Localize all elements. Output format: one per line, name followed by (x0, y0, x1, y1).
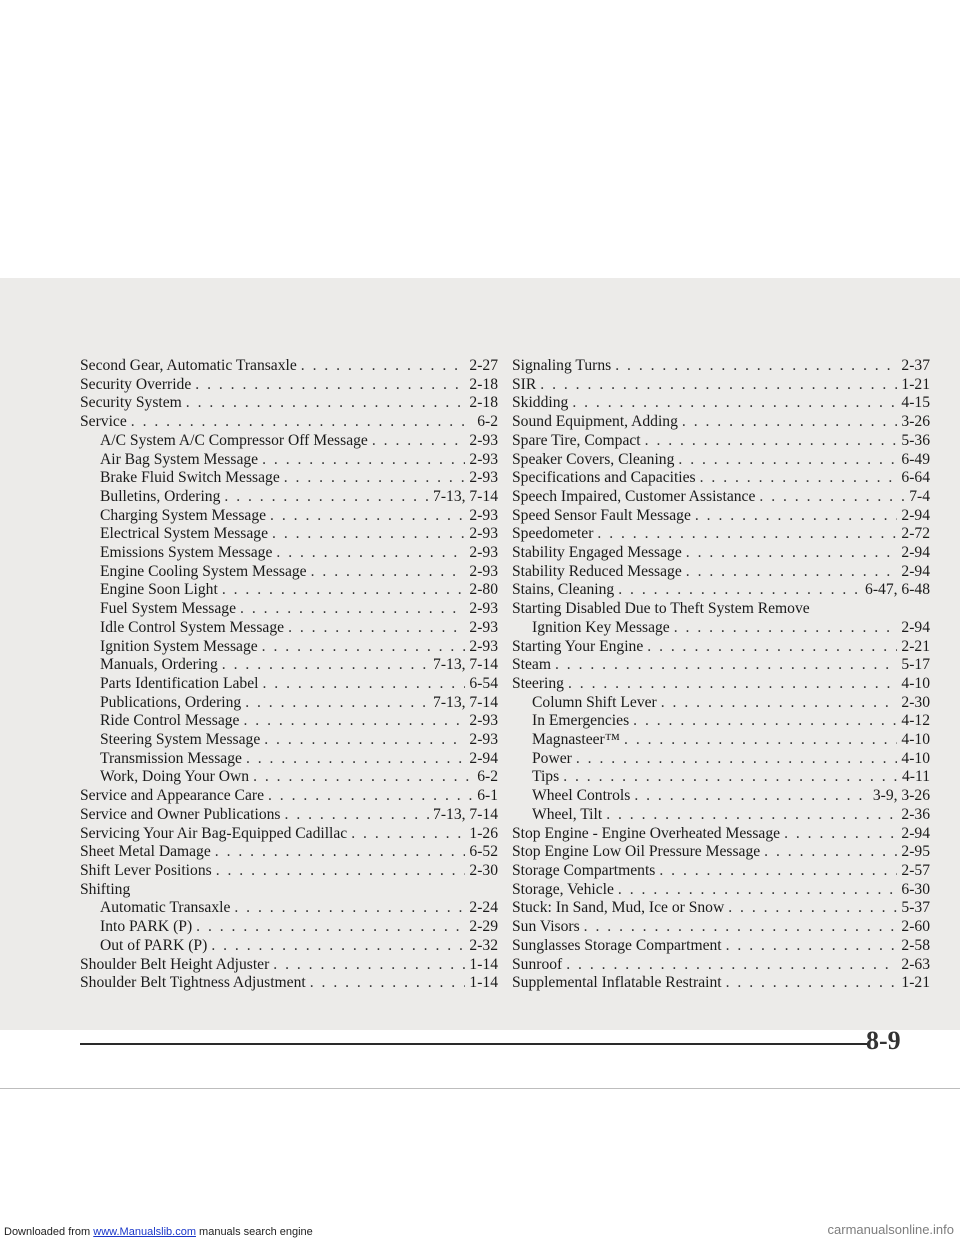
index-entry (80, 357, 498, 376)
entry-page-ref: 1-21 (901, 375, 930, 393)
entry-page-ref: 2-18 (469, 375, 498, 393)
index-entry (80, 544, 498, 563)
dot-leader (555, 656, 897, 675)
dot-leader (695, 507, 898, 526)
index-entry (80, 376, 498, 395)
index-entry (80, 656, 498, 675)
dot-leader (246, 750, 465, 769)
dot-leader (700, 469, 898, 488)
dot-leader (597, 525, 897, 544)
manualslib-link[interactable]: www.Manualslib.com (93, 1226, 196, 1238)
dot-leader (276, 544, 465, 563)
index-entry (512, 357, 930, 376)
entry-page-ref: 2-58 (901, 936, 930, 954)
dot-leader (618, 581, 861, 600)
index-entry (512, 488, 930, 507)
dot-leader (618, 881, 897, 900)
entry-label: Parts Identification Label (100, 674, 259, 692)
index-entry (512, 544, 930, 563)
index-entry (80, 825, 498, 844)
entry-page-ref: 2-94 (901, 544, 930, 562)
entry-page-ref: 2-93 (469, 637, 498, 655)
index-entry (80, 843, 498, 862)
index-entry (512, 656, 930, 675)
index-entry (512, 376, 930, 395)
entry-page-ref: 4-10 (901, 749, 930, 767)
index-entry (512, 619, 930, 638)
entry-page-ref: 2-94 (469, 749, 498, 767)
dot-leader (606, 806, 897, 825)
dot-leader (262, 451, 465, 470)
index-entry (512, 956, 930, 975)
dot-leader (216, 862, 466, 881)
entry-page-ref: 2-93 (469, 712, 498, 730)
entry-page-ref: 3-9, 3-26 (872, 787, 930, 805)
entry-label: Out of PARK (P) (100, 936, 208, 954)
entry-label: Idle Control System Message (100, 618, 285, 636)
dot-leader (211, 937, 465, 956)
index-entry (512, 712, 930, 731)
dot-leader (584, 918, 898, 937)
entry-page-ref: 2-93 (469, 544, 498, 562)
entry-label: Steam (512, 656, 551, 674)
entry-page-ref: 2-18 (469, 394, 498, 412)
entry-label: Skidding (512, 394, 569, 412)
entry-page-ref: 2-95 (901, 843, 930, 861)
dot-leader (726, 937, 898, 956)
entry-label: Stuck: In Sand, Mud, Ice or Snow (512, 899, 725, 917)
entry-label: Wheel, Tilt (532, 805, 603, 823)
dot-leader (764, 843, 897, 862)
index-entry (512, 451, 930, 470)
index-entry (80, 731, 498, 750)
entry-label: Speech Impaired, Customer Assistance (512, 487, 756, 505)
entry-page-ref: 6-49 (901, 450, 930, 468)
entry-label: Tips (532, 768, 560, 786)
entry-label: Storage, Vehicle (512, 880, 614, 898)
dot-leader (568, 675, 897, 694)
entry-page-ref: 4-12 (901, 712, 930, 730)
index-entry (80, 675, 498, 694)
dot-leader (615, 357, 897, 376)
entry-label: Second Gear, Automatic Transaxle (80, 357, 297, 374)
entry-page-ref: 2-57 (901, 861, 930, 879)
entry-page-ref: 7-13, 7-14 (433, 805, 498, 823)
entry-page-ref: 6-47, 6-48 (865, 581, 930, 599)
index-entry (512, 413, 930, 432)
index-entry (512, 974, 930, 993)
entry-label: Charging System Message (100, 506, 267, 524)
index-entry (80, 787, 498, 806)
entry-label: Shoulder Belt Tightness Adjustment (80, 974, 306, 992)
entry-label: Automatic Transaxle (100, 899, 231, 917)
dot-leader (245, 694, 429, 713)
dot-leader (624, 731, 897, 750)
entry-page-ref: 6-1 (477, 787, 498, 805)
entry-page-ref: 2-36 (901, 805, 930, 823)
entry-label: Shoulder Belt Height Adjuster (80, 955, 270, 973)
entry-page-ref: 6-30 (901, 880, 930, 898)
dot-leader (686, 544, 898, 563)
index-entry (80, 638, 498, 657)
index-column-right (512, 357, 930, 993)
entry-label: Transmission Message (100, 749, 242, 767)
footer-prefix: Downloaded from (4, 1226, 94, 1238)
index-entry (512, 881, 930, 900)
index-column-left (80, 357, 498, 993)
dot-leader (196, 918, 465, 937)
entry-page-ref: 5-36 (901, 431, 930, 449)
entry-page-ref: 4-15 (901, 394, 930, 412)
entry-label: Supplemental Inflatable Restraint (512, 974, 722, 992)
dot-leader (647, 638, 897, 657)
entry-page-ref: 2-72 (901, 525, 930, 543)
entry-page-ref: 2-93 (469, 618, 498, 636)
entry-page-ref: 2-93 (469, 450, 498, 468)
entry-label: Stability Reduced Message (512, 562, 682, 580)
index-entry (512, 600, 930, 619)
entry-page-ref: 6-54 (469, 674, 498, 692)
index-entry (512, 675, 930, 694)
index-entry (80, 937, 498, 956)
entry-label: Fuel System Message (100, 600, 237, 618)
index-entry (512, 862, 930, 881)
entry-page-ref: 4-11 (901, 768, 930, 786)
index-entry (512, 731, 930, 750)
entry-page-ref: 1-14 (469, 974, 498, 992)
entry-page-ref: 2-21 (901, 637, 930, 655)
page-edge-line (0, 1088, 960, 1089)
entry-page-ref: 2-94 (901, 506, 930, 524)
entry-page-ref: 2-94 (901, 824, 930, 842)
index-entry (80, 469, 498, 488)
entry-page-ref: 4-10 (901, 731, 930, 749)
index-entry (512, 581, 930, 600)
entry-label: Storage Compartments (512, 861, 656, 879)
entry-label: Magnasteer™ (532, 731, 621, 749)
entry-label: Sound Equipment, Adding (512, 413, 678, 431)
dot-leader (728, 899, 897, 918)
index-entry (80, 806, 498, 825)
entry-label: Spare Tire, Compact (512, 431, 641, 449)
entry-page-ref: 6-2 (477, 413, 498, 431)
entry-page-ref: 6-64 (901, 469, 930, 487)
dot-leader (284, 469, 466, 488)
footer-suffix: manuals search engine (195, 1226, 313, 1238)
entry-page-ref: 1-14 (469, 955, 498, 973)
page-number: 8-9 (866, 1026, 901, 1055)
index-entry (80, 581, 498, 600)
entry-label: Publications, Ordering (100, 693, 242, 711)
entry-page-ref: 2-93 (469, 731, 498, 749)
index-entry (512, 507, 930, 526)
entry-page-ref: 2-94 (901, 562, 930, 580)
index-entry (512, 768, 930, 787)
entry-label: Sunglasses Storage Compartment (512, 936, 722, 954)
entry-page-ref: 4-10 (901, 674, 930, 692)
entry-label: Specifications and Capacities (512, 469, 696, 487)
dot-leader (634, 787, 869, 806)
index-entry (80, 619, 498, 638)
entry-label: Sheet Metal Damage (80, 843, 211, 861)
entry-page-ref: 2-32 (469, 936, 498, 954)
index-entry (80, 525, 498, 544)
download-footer (4, 1226, 313, 1238)
entry-page-ref: 3-26 (901, 413, 930, 431)
entry-page-ref: 2-93 (469, 600, 498, 618)
entry-page-ref: 1-21 (901, 974, 930, 992)
entry-label: Engine Soon Light (100, 581, 218, 599)
index-entry (80, 750, 498, 769)
index-entry (80, 413, 498, 432)
entry-label: Engine Cooling System Message (100, 562, 307, 580)
entry-label: Shifting (80, 880, 131, 898)
index-entry (512, 899, 930, 918)
entry-label: Column Shift Lever (532, 693, 657, 711)
entry-label: Into PARK (P) (100, 918, 193, 936)
dot-leader (759, 488, 905, 507)
dot-leader (310, 974, 466, 993)
index-entry (80, 488, 498, 507)
dot-leader (272, 525, 465, 544)
index-entry (512, 750, 930, 769)
entry-label: Service and Appearance Care (80, 787, 264, 805)
entry-label: Security Override (80, 375, 192, 393)
entry-label: Speed Sensor Fault Message (512, 506, 691, 524)
entry-label: A/C System A/C Compressor Off Message (100, 431, 368, 449)
index-entry (80, 862, 498, 881)
entry-page-ref: 2-93 (469, 562, 498, 580)
entry-label: Service and Owner Publications (80, 805, 281, 823)
index-entry (80, 881, 498, 900)
entry-page-ref: 6-2 (477, 768, 498, 786)
entry-label: Wheel Controls (532, 787, 631, 805)
dot-leader (659, 862, 897, 881)
dot-leader (234, 899, 465, 918)
dot-leader (273, 956, 465, 975)
index-entry (512, 394, 930, 413)
dot-leader (540, 376, 897, 395)
entry-page-ref: 2-30 (469, 861, 498, 879)
entry-page-ref: 2-93 (469, 525, 498, 543)
dot-leader (240, 600, 465, 619)
dot-leader (222, 581, 466, 600)
index-entry (80, 507, 498, 526)
watermark: carmanualsonline.info (827, 1222, 954, 1237)
dot-leader (268, 787, 473, 806)
dot-leader (262, 675, 465, 694)
entry-label: Speedometer (512, 525, 594, 543)
dot-leader (563, 768, 898, 787)
entry-label: Bulletins, Ordering (100, 487, 221, 505)
entry-page-ref: 7-4 (909, 487, 930, 505)
entry-page-ref: 7-13, 7-14 (433, 656, 498, 674)
entry-label: Sunroof (512, 955, 563, 973)
dot-leader (566, 956, 897, 975)
dot-leader (686, 563, 898, 582)
entry-page-ref: 2-63 (901, 955, 930, 973)
index-entry (80, 899, 498, 918)
dot-leader (572, 394, 897, 413)
dot-leader (678, 451, 897, 470)
entry-page-ref: 2-37 (901, 357, 930, 374)
entry-page-ref: 2-24 (469, 899, 498, 917)
entry-page-ref: 2-60 (901, 918, 930, 936)
entry-page-ref: 2-94 (901, 618, 930, 636)
dot-leader (195, 376, 465, 395)
dot-leader (645, 432, 898, 451)
index-entry (512, 694, 930, 713)
entry-label: SIR (512, 375, 537, 393)
entry-label: Stability Engaged Message (512, 544, 682, 562)
index-entry (80, 432, 498, 451)
index-entry (512, 787, 930, 806)
entry-label: In Emergencies (532, 712, 630, 730)
entry-label: Emissions System Message (100, 544, 273, 562)
entry-label: Servicing Your Air Bag-Equipped Cadillac (80, 824, 348, 842)
entry-label: Steering (512, 674, 564, 692)
entry-label: Power (532, 749, 572, 767)
dot-leader (243, 712, 465, 731)
dot-leader (661, 694, 898, 713)
entry-page-ref: 6-52 (469, 843, 498, 861)
dot-leader (285, 806, 430, 825)
dot-leader (262, 638, 466, 657)
entry-page-ref: 5-17 (901, 656, 930, 674)
dot-leader (301, 357, 466, 376)
entry-label: Ride Control Message (100, 712, 240, 730)
entry-label: Steering System Message (100, 731, 261, 749)
entry-label: Manuals, Ordering (100, 656, 218, 674)
entry-label: Stains, Cleaning (512, 581, 615, 599)
index-entry (512, 525, 930, 544)
dot-leader (351, 825, 465, 844)
entry-page-ref: 2-93 (469, 506, 498, 524)
index-entry (80, 918, 498, 937)
index-entry (80, 768, 498, 787)
index-entry (512, 563, 930, 582)
index-entry (512, 937, 930, 956)
dot-leader (270, 507, 465, 526)
dot-leader (372, 432, 466, 451)
entry-label: Electrical System Message (100, 525, 269, 543)
entry-page-ref: 7-13, 7-14 (433, 487, 498, 505)
dot-leader (186, 394, 466, 413)
entry-label: Speaker Covers, Cleaning (512, 450, 675, 468)
index-entry (80, 694, 498, 713)
index-entry (512, 918, 930, 937)
entry-page-ref: 2-27 (469, 357, 498, 374)
entry-label: Starting Your Engine (512, 637, 644, 655)
entry-label: Stop Engine - Engine Overheated Message (512, 824, 781, 842)
entry-page-ref: 1-26 (469, 824, 498, 842)
dot-leader (682, 413, 898, 432)
index-entry (80, 956, 498, 975)
dot-leader (726, 974, 898, 993)
dot-leader (264, 731, 465, 750)
index-entry (512, 843, 930, 862)
dot-leader (784, 825, 897, 844)
entry-label: Ignition Key Message (532, 618, 670, 636)
index-entry (80, 563, 498, 582)
entry-label: Stop Engine Low Oil Pressure Message (512, 843, 761, 861)
entry-label: Shift Lever Positions (80, 861, 212, 879)
index-entry (80, 974, 498, 993)
entry-page-ref: 2-93 (469, 469, 498, 487)
entry-label: Air Bag System Message (100, 450, 259, 468)
entry-page-ref: 2-80 (469, 581, 498, 599)
entry-page-ref: 7-13, 7-14 (433, 693, 498, 711)
dot-leader (674, 619, 898, 638)
entry-label: Signaling Turns (512, 357, 612, 374)
index-entry (80, 600, 498, 619)
index-entry (512, 469, 930, 488)
entry-label: Security System (80, 394, 182, 412)
page-rule (80, 1043, 868, 1045)
entry-page-ref: 2-30 (901, 693, 930, 711)
dot-leader (131, 413, 473, 432)
entry-page-ref: 2-93 (469, 431, 498, 449)
dot-leader (633, 712, 897, 731)
index-entry (80, 712, 498, 731)
entry-label: Starting Disabled Due to Theft System Remove (512, 600, 810, 618)
dot-leader (311, 563, 466, 582)
entry-label: Ignition System Message (100, 637, 258, 655)
index-entry (512, 806, 930, 825)
entry-label: Brake Fluid Switch Message (100, 469, 280, 487)
index-entry (80, 451, 498, 470)
index-entry (512, 638, 930, 657)
index-entry (512, 432, 930, 451)
entry-page-ref: 5-37 (901, 899, 930, 917)
dot-leader (224, 488, 429, 507)
index-entry (80, 394, 498, 413)
entry-page-ref: 2-29 (469, 918, 498, 936)
dot-leader (576, 750, 898, 769)
dot-leader (222, 656, 429, 675)
entry-label: Service (80, 413, 127, 431)
dot-leader (288, 619, 465, 638)
entry-label: Work, Doing Your Own (100, 768, 250, 786)
dot-leader (215, 843, 466, 862)
entry-label: Sun Visors (512, 918, 580, 936)
index-entry (512, 825, 930, 844)
dot-leader (253, 768, 473, 787)
